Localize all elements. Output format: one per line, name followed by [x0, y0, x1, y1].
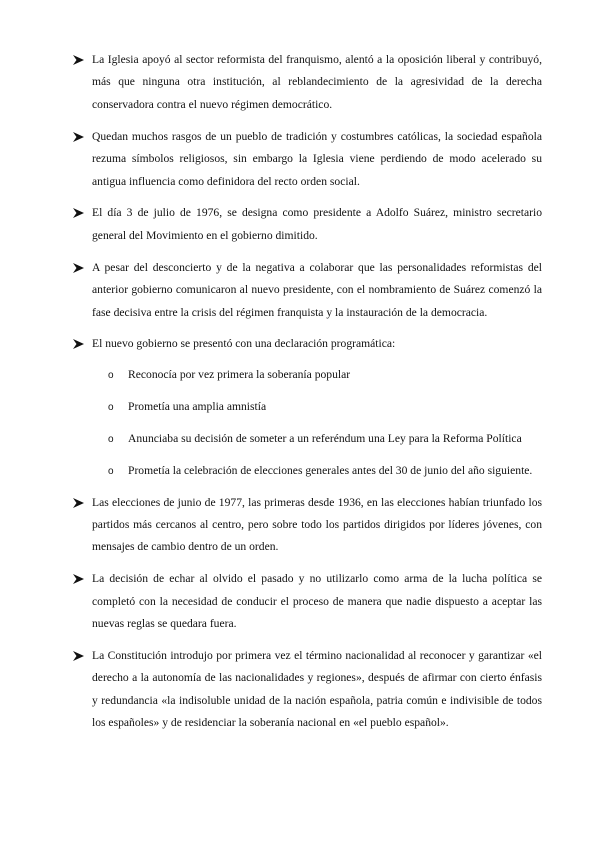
bullet-text: El nuevo gobierno se presentó con una declaración programática:: [92, 337, 396, 351]
arrow-bullet-icon: [73, 132, 84, 142]
bullet-text: La decisión de echar al olvido el pasado y no utilizarlo como arma de la lucha política se completó con la necesidad de conducir el proceso de manera que nadie dispuesto a aceptar las nuevas reglas se quedara fuera.: [92, 572, 542, 631]
arrow-bullet-icon: [73, 55, 84, 65]
bullet-item: [72, 126, 542, 193]
bullet-item: [72, 645, 542, 735]
sub-bullet-item: [72, 396, 542, 418]
sub-bullet-text: Anunciaba su decisión de someter a un referéndum una Ley para la Reforma Política: [128, 431, 522, 445]
bullet-item: [72, 568, 542, 635]
bullet-text: El día 3 de julio de 1976, se designa como presidente a Adolfo Suárez, ministro secretario general del Movimiento en el gobierno dimitido.: [92, 206, 542, 242]
circle-bullet-icon: o: [108, 465, 114, 477]
circle-bullet-icon: o: [108, 369, 114, 381]
arrow-bullet-icon: [73, 574, 84, 584]
sub-bullet-item: [72, 428, 542, 450]
sub-bullet-text: Prometía la celebración de elecciones generales antes del 30 de junio del año siguiente.: [128, 463, 533, 477]
arrow-bullet-icon: [73, 651, 84, 661]
arrow-bullet-icon: [73, 498, 84, 508]
circle-bullet-icon: o: [108, 433, 114, 445]
bullet-text: Las elecciones de junio de 1977, las primeras desde 1936, en las elecciones habían triunfado los partidos más cercanos al centro, pero sobre todo los partidos dirigidos por líderes jóvenes, con mensajes de cambio dentro de un orden.: [92, 495, 542, 554]
bullet-text: A pesar del desconcierto y de la negativa a colaborar que las personalidades reformistas del anterior gobierno comunicaron al nuevo presidente, con el nombramiento de Suárez comenzó la fase decisiva entre la crisis del régimen franquista y la instauración de la democracia.: [92, 260, 542, 319]
bullet-item: [72, 333, 542, 482]
bullet-text: La Iglesia apoyó al sector reformista del franquismo, alentó a la oposición liberal y contribuyó, más que ninguna otra institución, al reblandecimiento de la agresividad de la derecha conservadora contra el nuevo régimen democrático.: [92, 53, 542, 111]
bullet-text: Quedan muchos rasgos de un pueblo de tradición y costumbres católicas, la sociedad española rezuma símbolos religiosos, sin embargo la Iglesia viene perdiendo de modo acelerado su antigua influencia como definidora del recto orden social.: [92, 129, 542, 188]
arrow-bullet-icon: [73, 208, 84, 218]
bullet-text: La Constitución introdujo por primera vez el término nacionalidad al reconocer y garantizar «el derecho a la autonomía de las nacionalidades y regiones», después de afirmar con cierto énfasis y redundancia «la indisoluble unidad de la nación española, patria común e indivisible de todos los españoles» y de residenciar la soberanía nacional en «el pueblo español».: [92, 648, 542, 730]
bullet-list: [72, 49, 542, 744]
bullet-item: [72, 49, 542, 116]
bullet-item: [72, 257, 542, 324]
sub-bullet-item: [72, 364, 542, 386]
sub-bullet-text: Reconocía por vez primera la soberanía popular: [128, 367, 351, 381]
sub-bullet-list: [72, 364, 542, 482]
bullet-item: [72, 492, 542, 559]
bullet-item: [72, 202, 542, 247]
sub-bullet-text: Prometía una amplia amnistía: [128, 399, 267, 413]
sub-bullet-item: [72, 460, 542, 482]
circle-bullet-icon: o: [108, 401, 114, 413]
arrow-bullet-icon: [73, 339, 84, 349]
arrow-bullet-icon: [73, 263, 84, 273]
